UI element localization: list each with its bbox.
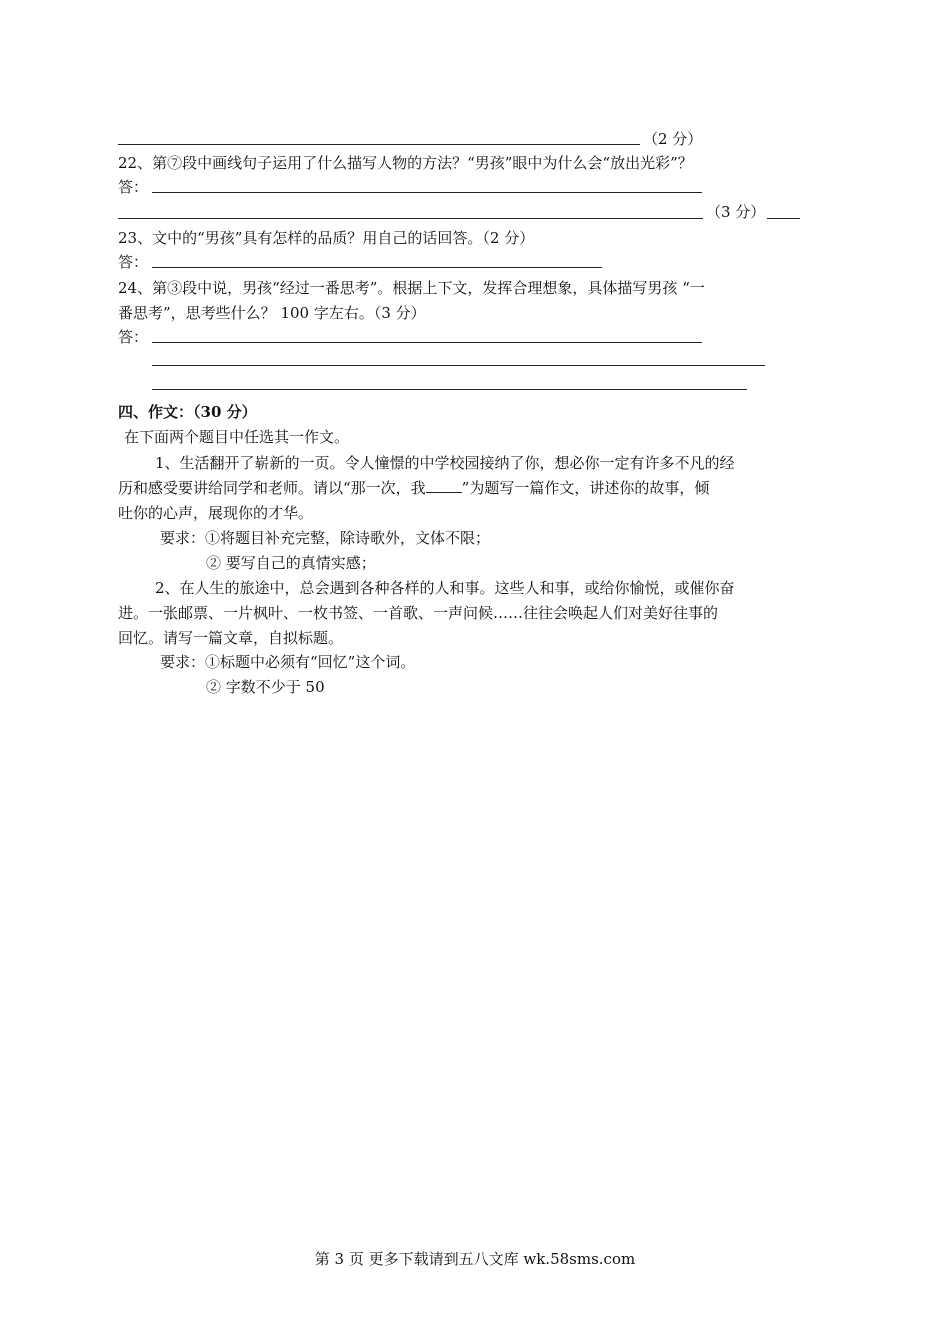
topic1-line3: 吐你的心声，展现你的才华。 [118, 504, 314, 522]
topic1-line2 [118, 478, 709, 498]
answer-line [152, 192, 702, 193]
topic2-line2: 进。一张邮票、一片枫叶、一枚书签、一首歌、一声问候……往往会唤起人们对美好往事的 [118, 604, 719, 622]
topic2-line3: 回忆。请写一篇文章，自拟标题。 [118, 629, 344, 647]
section-heading: 四、作文：（30 分） [118, 403, 257, 421]
topic1-line2-end: ”为题写一篇作文，讲述你的故事，倾 [461, 479, 710, 497]
answer-line [152, 342, 702, 343]
topic2-line1: 2、在人生的旅途中，总会遇到各种各样的人和事。这些人和事，或给你愉悦，或催你奋 [155, 579, 735, 597]
q24-question-line2: 番思考”，思考些什么？ 100 字左右。（3 分） [118, 304, 426, 322]
title-blank [426, 478, 462, 493]
topic1-line2-start: 历和感受要讲给同学和老师。请以“那一次，我 [118, 479, 426, 497]
section-intro: 在下面两个题目中任选其一作文。 [124, 428, 350, 446]
page-footer: 第 3 页 更多下载请到五八文库 wk.58sms.com [314, 1250, 636, 1268]
q22-question: 22、第⑦段中画线句子运用了什么描写人物的方法？“男孩”眼中为什么会“放出光彩”？ [118, 154, 693, 172]
topic2-requirement-2: ② 字数不少于 50 [206, 678, 325, 696]
topic1-line1: 1、生活翻开了崭新的一页。令人憧憬的中学校园接纳了你，想必你一定有许多不凡的经 [155, 454, 735, 472]
topic1-requirement-2: ② 要写自己的真情实感； [206, 554, 376, 572]
q22-answer-label: 答： [118, 178, 149, 196]
answer-line [767, 218, 800, 219]
answer-line [118, 144, 640, 145]
answer-line [118, 218, 703, 219]
topic2-requirement-1: 要求：①标题中必须有“回忆”这个词。 [160, 653, 416, 671]
q23-answer-label: 答： [118, 253, 149, 271]
answer-line [152, 267, 602, 268]
answer-line [152, 365, 765, 366]
answer-line [152, 389, 747, 390]
q21-score: （2 分） [643, 130, 703, 148]
topic1-requirement-1: 要求：①将题目补充完整，除诗歌外，文体不限； [160, 529, 491, 547]
q24-question-line1: 24、第③段中说，男孩“经过一番思考”。根据上下文，发挥合理想象，具体描写男孩 “一 [118, 279, 705, 297]
q24-answer-label: 答： [118, 328, 149, 346]
q22-score: （3 分） [706, 203, 766, 221]
q23-question: 23、文中的“男孩”具有怎样的品质？用自己的话回答。（2 分） [118, 229, 535, 247]
